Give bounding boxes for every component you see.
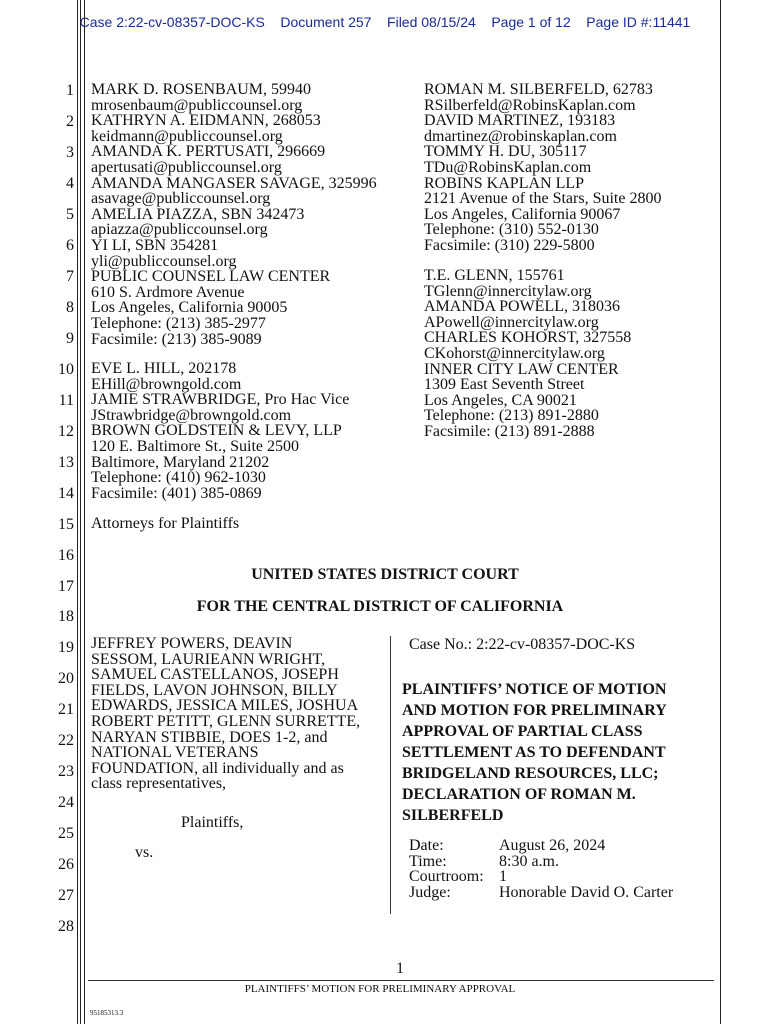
- line-number: 19: [58, 639, 74, 657]
- counsel-line: mrosenbaum@publiccounsel.org: [91, 96, 303, 114]
- counsel-block-robins-kaplan: [424, 82, 661, 254]
- line-number: 16: [58, 546, 74, 564]
- counsel-block-brown-goldstein: [91, 361, 349, 501]
- counsel-line: MARK D. ROSENBAUM, 59940: [91, 81, 312, 98]
- counsel-line: Facsimile: (401) 385-0869: [91, 484, 262, 502]
- counsel-line: 120 E. Baltimore St., Suite 2500: [91, 437, 299, 455]
- caption-parties: [91, 636, 360, 792]
- title-line: DECLARATION OF ROMAN M.: [402, 786, 636, 803]
- line-number: 11: [58, 391, 74, 409]
- counsel-line: CKohorst@innercitylaw.org: [424, 344, 605, 362]
- page-number: 1: [396, 960, 404, 977]
- footer-title: PLAINTIFFS’ MOTION FOR PRELIMINARY APPROVAL: [244, 983, 516, 995]
- counsel-line: keidmann@publiccounsel.org: [91, 127, 283, 145]
- counsel-line: dmartinez@robinskaplan.com: [424, 127, 617, 145]
- line-number: 23: [58, 763, 74, 781]
- line-number: 8: [66, 298, 74, 316]
- party-line: class representatives,: [91, 775, 227, 793]
- counsel-line: YI LI, SBN 354281: [91, 236, 219, 254]
- counsel-line: AMELIA PIAZZA, SBN 342473: [91, 205, 305, 223]
- party-line: ROBERT PETITT, GLENN SURRETTE,: [91, 712, 361, 730]
- counsel-line: DAVID MARTINEZ, 193183: [424, 112, 616, 130]
- header-case-number: Case 2:22-cv-08357-DOC-KS: [79, 14, 265, 30]
- party-line: SAMUEL CASTELLANOS, JOSEPH: [91, 666, 339, 684]
- counsel-line: TGlenn@innercitylaw.org: [424, 282, 592, 300]
- right-margin-rule: [720, 0, 721, 1024]
- line-number: 21: [58, 701, 74, 719]
- line-number: 2: [66, 112, 74, 130]
- party-line: NATIONAL VETERANS: [91, 744, 259, 762]
- left-margin-rule-text: [84, 0, 85, 1024]
- counsel-block-public-counsel: [91, 82, 377, 347]
- title-line: AND MOTION FOR PRELIMINARY: [402, 702, 667, 719]
- hearing-label: Time:: [409, 852, 447, 870]
- line-number: 28: [58, 918, 74, 936]
- counsel-line: 2121 Avenue of the Stars, Suite 2800: [424, 190, 662, 208]
- line-number: 17: [58, 577, 74, 595]
- counsel-block-inner-city: [424, 268, 631, 440]
- case-number: Case No.: 2:22-cv-08357-DOC-KS: [409, 636, 636, 653]
- hearing-label: Date:: [409, 837, 444, 854]
- footer-rule: [88, 980, 714, 981]
- line-number: 5: [66, 205, 74, 223]
- counsel-line: T.E. GLENN, 155761: [424, 267, 565, 284]
- counsel-line: 1309 East Seventh Street: [424, 376, 585, 394]
- attorneys-for-plaintiffs: Attorneys for Plaintiffs: [91, 515, 240, 532]
- counsel-line: AMANDA MANGASER SAVAGE, 325996: [91, 174, 377, 192]
- caption-divider: [390, 636, 391, 914]
- line-number: 4: [66, 174, 74, 192]
- caption-vs: vs.: [135, 844, 154, 861]
- hearing-value: 8:30 a.m.: [499, 852, 559, 870]
- counsel-line: EHill@browngold.com: [91, 375, 242, 393]
- line-number: 1: [66, 82, 74, 99]
- hearing-label: Courtroom:: [409, 868, 484, 886]
- party-line: JEFFREY POWERS, DEAVIN: [91, 635, 293, 652]
- counsel-line: INNER CITY LAW CENTER: [424, 360, 619, 378]
- counsel-line: TDu@RobinsKaplan.com: [424, 158, 592, 176]
- counsel-line: Telephone: (213) 891-2880: [424, 407, 599, 425]
- counsel-line: Los Angeles, CA 90021: [424, 391, 577, 409]
- counsel-line: Telephone: (410) 962-1030: [91, 469, 266, 487]
- counsel-line: Telephone: (213) 385-2977: [91, 314, 266, 332]
- line-number: 27: [58, 887, 74, 905]
- line-number: 15: [58, 515, 74, 533]
- hearing-row: [409, 838, 673, 854]
- title-line: APPROVAL OF PARTIAL CLASS: [402, 723, 643, 740]
- court-name: UNITED STATES DISTRICT COURT: [251, 566, 519, 583]
- counsel-line: Facsimile: (310) 229-5800: [424, 236, 595, 254]
- hearing-row: [409, 885, 673, 901]
- counsel-line: JStrawbridge@browngold.com: [91, 406, 292, 424]
- hearing-info: [409, 838, 673, 900]
- hearing-row: [409, 869, 673, 885]
- counsel-line: Los Angeles, California 90067: [424, 205, 621, 223]
- counsel-line: TOMMY H. DU, 305117: [424, 143, 587, 161]
- party-line: NARYAN STIBBIE, DOES 1-2, and: [91, 728, 328, 746]
- party-line: SESSOM, LAURIEANN WRIGHT,: [91, 650, 326, 668]
- counsel-line: AMANDA POWELL, 318036: [424, 298, 620, 316]
- counsel-line: BROWN GOLDSTEIN & LEVY, LLP: [91, 422, 342, 440]
- counsel-line: PUBLIC COUNSEL LAW CENTER: [91, 268, 331, 286]
- title-line: BRIDGELAND RESOURCES, LLC;: [402, 765, 659, 782]
- party-line: FIELDS, LAVON JOHNSON, BILLY: [91, 681, 338, 699]
- hearing-label: Judge:: [409, 883, 451, 901]
- counsel-line: Los Angeles, California 90005: [91, 299, 288, 317]
- counsel-line: apertusati@publiccounsel.org: [91, 158, 282, 176]
- counsel-line: Facsimile: (213) 385-9089: [91, 330, 262, 348]
- counsel-line: asavage@publiccounsel.org: [91, 190, 271, 208]
- counsel-line: yli@publiccounsel.org: [91, 252, 237, 270]
- line-number: 13: [58, 453, 74, 471]
- counsel-line: APowell@innercitylaw.org: [424, 313, 599, 331]
- counsel-line: JAMIE STRAWBRIDGE, Pro Hac Vice: [91, 391, 350, 409]
- court-district: FOR THE CENTRAL DISTRICT OF CALIFORNIA: [196, 598, 564, 615]
- hearing-value: 1: [499, 868, 507, 886]
- counsel-line: AMANDA K. PERTUSATI, 296669: [91, 143, 326, 161]
- header-filed-date: Filed 08/15/24: [387, 14, 476, 30]
- title-line: SETTLEMENT AS TO DEFENDANT: [402, 744, 666, 761]
- document-title: [402, 679, 667, 826]
- counsel-line: 610 S. Ardmore Avenue: [91, 283, 245, 301]
- counsel-line: CHARLES KOHORST, 327558: [424, 329, 632, 347]
- line-number: 20: [58, 670, 74, 688]
- counsel-line: ROMAN M. SILBERFELD, 62783: [424, 81, 653, 98]
- counsel-line: apiazza@publiccounsel.org: [91, 221, 268, 239]
- title-line: SILBERFELD: [402, 807, 504, 824]
- header-page: Page 1 of 12: [491, 14, 571, 30]
- caption-plaintiffs: Plaintiffs,: [181, 814, 244, 831]
- line-number: 6: [66, 236, 74, 254]
- header-document: Document 257: [280, 14, 372, 30]
- counsel-line: ROBINS KAPLAN LLP: [424, 174, 585, 192]
- document-code: 95185313.3: [90, 1009, 124, 1017]
- line-number: 25: [58, 825, 74, 843]
- line-number: 3: [66, 143, 74, 161]
- line-number: 14: [58, 484, 74, 502]
- line-number: 10: [58, 360, 74, 378]
- line-number: 9: [66, 329, 74, 347]
- line-number: 26: [58, 856, 74, 874]
- line-number: 24: [58, 794, 74, 812]
- hearing-row: [409, 854, 673, 870]
- header-page-id: Page ID #:11441: [586, 14, 691, 30]
- hearing-value: Honorable David O. Carter: [499, 883, 674, 901]
- line-number: 12: [58, 422, 74, 440]
- counsel-line: RSilberfeld@RobinsKaplan.com: [424, 96, 636, 114]
- party-line: FOUNDATION, all individually and as: [91, 759, 344, 777]
- line-number: 18: [58, 608, 74, 626]
- counsel-line: Facsimile: (213) 891-2888: [424, 422, 595, 440]
- filing-header: [0, 14, 770, 30]
- left-margin-rule: [77, 0, 78, 1024]
- counsel-line: EVE L. HILL, 202178: [91, 360, 237, 377]
- counsel-line: Telephone: (310) 552-0130: [424, 221, 599, 239]
- left-margin-rule-inner: [80, 0, 81, 1024]
- party-line: EDWARDS, JESSICA MILES, JOSHUA: [91, 697, 359, 715]
- line-number: 22: [58, 732, 74, 750]
- title-line: PLAINTIFFS’ NOTICE OF MOTION: [402, 681, 667, 698]
- line-number: 7: [66, 267, 74, 285]
- counsel-line: KATHRYN A. EIDMANN, 268053: [91, 112, 321, 130]
- counsel-line: Baltimore, Maryland 21202: [91, 453, 270, 471]
- hearing-value: August 26, 2024: [499, 837, 606, 854]
